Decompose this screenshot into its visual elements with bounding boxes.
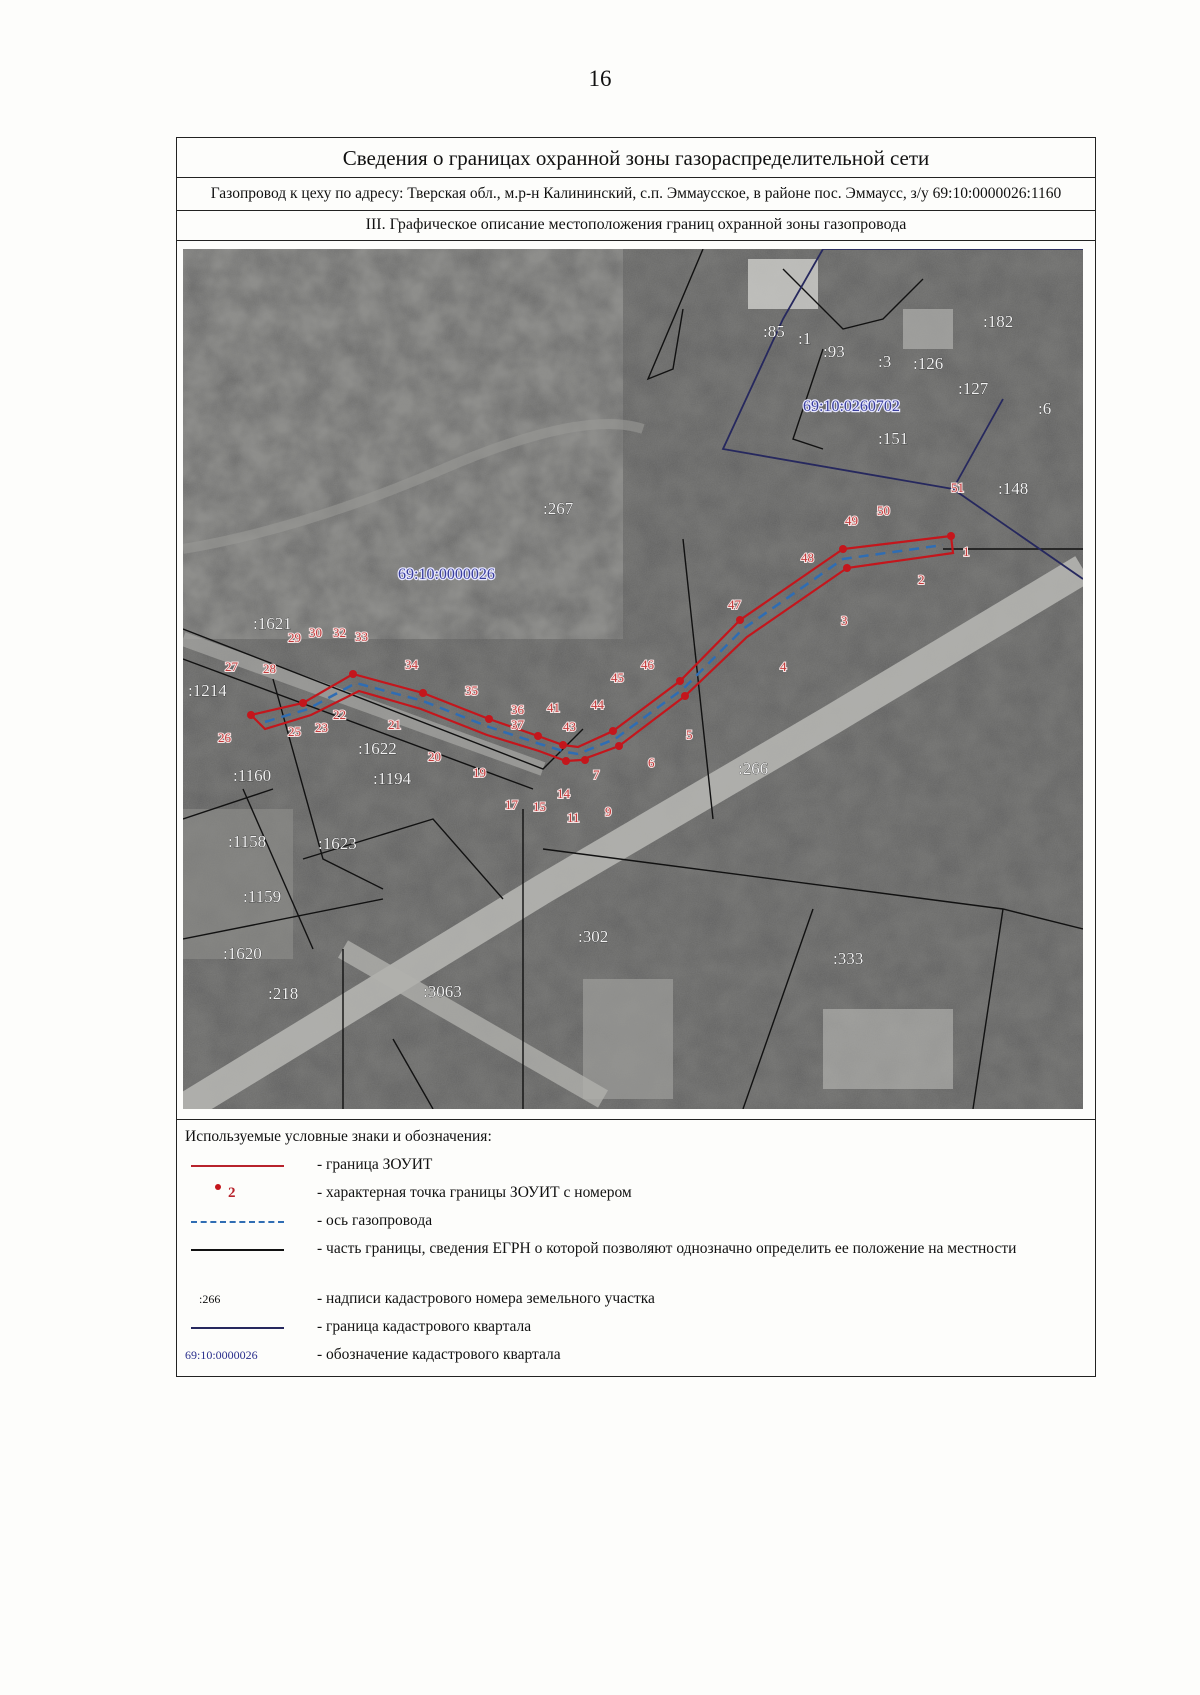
point-symbol-number: 2: [228, 1185, 236, 1201]
point-label-47: 47: [728, 597, 741, 612]
navy-line-swatch: [191, 1327, 284, 1329]
point-label-50: 50: [877, 503, 890, 518]
point-label-21: 21: [388, 717, 401, 732]
point-label-48: 48: [801, 550, 814, 565]
point-label-30: 30: [309, 625, 322, 640]
point-label-20: 20: [428, 749, 441, 764]
parcel-label-1194: :1194: [373, 769, 412, 788]
legend-desc: - ось газопровода: [317, 1212, 433, 1229]
sheet-title: Сведения о границах охранной зоны газораспределительной сети: [177, 138, 1095, 178]
black-line-swatch: [191, 1249, 284, 1251]
parcel-label-127: :127: [958, 379, 989, 398]
legend-desc: - граница ЗОУИТ: [317, 1156, 433, 1173]
parcel-label-swatch: :266: [199, 1292, 221, 1306]
parcel-label-182: :182: [983, 312, 1014, 331]
section-heading: III. Графическое описание местоположения границ охранной зоны газопровода: [177, 211, 1095, 241]
parcel-label-333: :333: [833, 949, 864, 968]
point-label-26: 26: [218, 730, 231, 745]
point-label-44: 44: [591, 697, 604, 712]
parcel-label-148: :148: [998, 479, 1029, 498]
point-label-33: 33: [355, 629, 368, 644]
parcel-label-1214: :1214: [188, 681, 227, 700]
parcel-label-218: :218: [268, 984, 299, 1003]
quarter-label-swatch: 69:10:0000026: [185, 1348, 258, 1362]
point-label-22: 22: [333, 707, 346, 722]
legend: [177, 1120, 1095, 1376]
parcel-label-1: :1: [798, 329, 812, 348]
point-label-7: 7: [593, 767, 600, 782]
parcel-label-1159: :1159: [243, 887, 282, 906]
point-label-51: 51: [951, 480, 964, 495]
point-label-34: 34: [405, 657, 418, 672]
point-label-49: 49: [845, 513, 858, 528]
parcel-label-151: :151: [878, 429, 909, 448]
legend-desc: - надписи кадастрового номера земельного участка: [317, 1290, 655, 1307]
parcel-label-1621: :1621: [253, 614, 292, 633]
legend-item-gas-axis: [177, 1210, 1095, 1238]
parcel-label-3: :3: [878, 352, 892, 371]
legend-item-parcel-label: [177, 1288, 1095, 1316]
legend-item-quarter-label: [177, 1344, 1095, 1372]
red-line-swatch: [191, 1165, 284, 1167]
blue-dash-swatch: [191, 1221, 284, 1223]
legend-item-zone-point: [177, 1182, 1095, 1210]
point-label-1: 1: [963, 544, 970, 559]
parcel-label-266: :266: [738, 759, 769, 778]
point-label-15: 15: [533, 799, 546, 814]
page-number: 16: [588, 66, 612, 91]
point-label-9: 9: [605, 804, 612, 819]
legend-desc: - граница кадастрового квартала: [317, 1318, 532, 1335]
quarter-label-69100260702: 69:10:0260702: [803, 398, 900, 415]
point-label-41: 41: [547, 700, 560, 715]
point-label-5: 5: [686, 727, 693, 742]
point-label-27: 27: [225, 659, 238, 674]
parcel-label-6: :6: [1038, 399, 1052, 418]
parcel-label-93: :93: [823, 342, 845, 361]
point-label-37: 37: [511, 717, 524, 732]
map-area: [177, 241, 1095, 1120]
quarter-label-69100000026: 69:10:0000026: [398, 566, 495, 583]
point-label-19: 19: [473, 765, 486, 780]
legend-heading: Используемые условные знаки и обозначения:: [185, 1128, 492, 1145]
point-label-4: 4: [780, 659, 787, 674]
red-point-swatch: [215, 1184, 236, 1202]
point-label-46: 46: [641, 657, 654, 672]
point-label-28: 28: [263, 661, 276, 676]
parcel-label-267: :267: [543, 499, 574, 518]
parcel-label-302: :302: [578, 927, 609, 946]
legend-desc: - обозначение кадастрового квартала: [317, 1346, 561, 1363]
point-label-11: 11: [567, 810, 580, 825]
satellite-background: [183, 249, 1083, 1109]
parcel-label-1620: :1620: [223, 944, 262, 963]
parcel-label-3063: :3063: [423, 982, 462, 1001]
parcel-label-126: :126: [913, 354, 944, 373]
point-label-14: 14: [557, 786, 570, 801]
parcel-label-1622: :1622: [358, 739, 397, 758]
legend-item-parcel-boundary: [177, 1238, 1095, 1288]
point-label-32: 32: [333, 625, 346, 640]
point-label-45: 45: [611, 670, 624, 685]
object-address: Газопровод к цеху по адресу: Тверская обл., м.р-н Калининский, с.п. Эммаусское, в районе пос. Эммаусс, з/у 69:10:0000026:1160: [177, 178, 1095, 211]
cadastral-map[interactable]: [183, 249, 1083, 1109]
point-label-36: 36: [511, 702, 524, 717]
point-label-2: 2: [918, 572, 925, 587]
parcel-label-1623: :1623: [318, 834, 357, 853]
legend-item-quarter-boundary: [177, 1316, 1095, 1344]
legend-item-zone-boundary: [177, 1154, 1095, 1182]
point-label-17: 17: [505, 797, 518, 812]
point-label-43: 43: [563, 719, 576, 734]
parcel-label-1160: :1160: [233, 766, 272, 785]
parcel-label-1158: :1158: [228, 832, 267, 851]
point-label-35: 35: [465, 683, 478, 698]
point-label-6: 6: [648, 755, 655, 770]
legend-desc: - часть границы, сведения ЕГРН о которой позволяют однозначно определить ее положение на местности: [317, 1240, 1017, 1257]
map-sheet: [176, 137, 1096, 1377]
point-label-29: 29: [288, 630, 301, 645]
legend-desc: - характерная точка границы ЗОУИТ с номером: [317, 1184, 632, 1201]
point-label-25: 25: [288, 724, 301, 739]
point-label-3: 3: [841, 613, 848, 628]
point-label-23: 23: [315, 720, 328, 735]
parcel-label-85: :85: [763, 322, 785, 341]
